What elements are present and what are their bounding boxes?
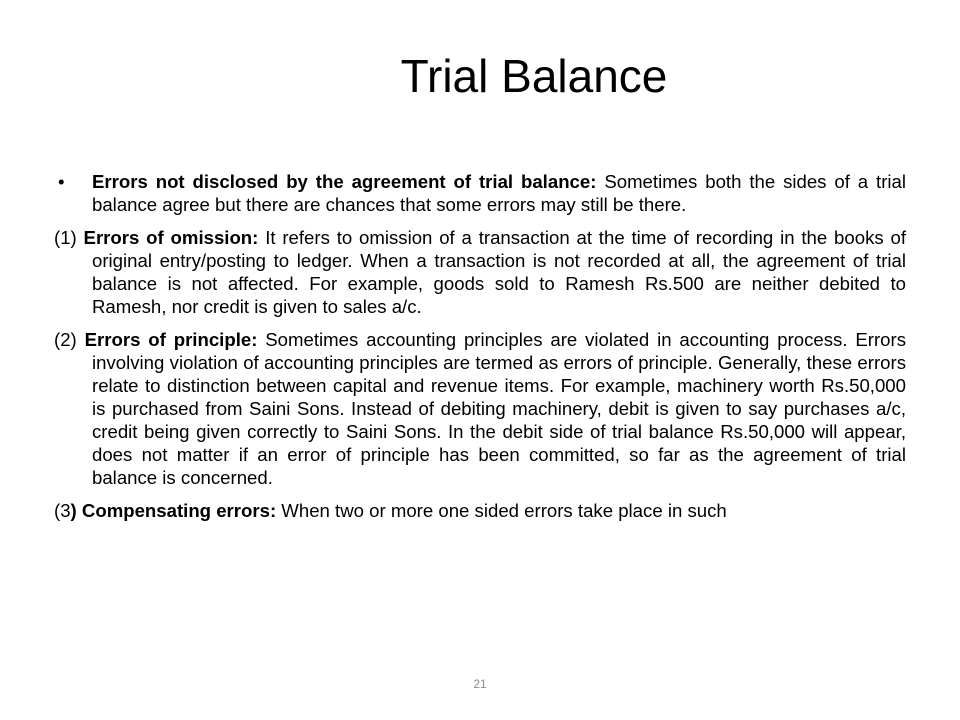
slide-title: Trial Balance bbox=[400, 50, 668, 102]
item-number: (1) bbox=[54, 227, 84, 248]
item-principle bbox=[54, 328, 906, 489]
page-number: 21 bbox=[473, 677, 487, 691]
item-text: Sometimes accounting principles are violated in accounting process. Errors involving violation of accounting principles are termed as errors of principle. Generally, these errors relate to distinction between capital and revenue items. For example, machinery worth Rs.50,000 is purchased from Saini Sons. Instead of debiting machinery, debit is given to say purchases a/c, credit being given correctly to Saini Sons. In the debit side of trial balance Rs.50,000 will appear, does not matter if an error of principle has been committed, so far as the agreement of trial balance is concerned. bbox=[92, 329, 907, 488]
slide-body bbox=[54, 170, 906, 532]
intro-text: Sometimes both the sides of a trial balance agree but there are chances that some errors may still be there. bbox=[92, 171, 906, 215]
item-text: It refers to omission of a transaction at the time of recording in the books of original entry/posting to ledger. When a transaction is not recorded at all, the agreement of trial balance is not affected. For example, goods sold to Ramesh Rs.500 are neither debited to Ramesh, nor credit is given to sales a/c. bbox=[92, 227, 907, 317]
item-number: (3 bbox=[54, 500, 71, 521]
intro-paragraph bbox=[54, 170, 906, 216]
bullet-icon: • bbox=[58, 171, 65, 192]
item-heading: ) Compensating errors: bbox=[70, 500, 277, 521]
item-heading: Errors of omission: bbox=[83, 227, 259, 248]
intro-heading: Errors not disclosed by the agreement of trial balance: bbox=[92, 171, 597, 192]
item-text: When two or more one sided errors take place in such bbox=[276, 500, 727, 521]
item-number: (2) bbox=[54, 329, 85, 350]
item-compensating bbox=[54, 499, 906, 522]
item-heading: Errors of principle: bbox=[84, 329, 258, 350]
item-omission bbox=[54, 226, 906, 318]
